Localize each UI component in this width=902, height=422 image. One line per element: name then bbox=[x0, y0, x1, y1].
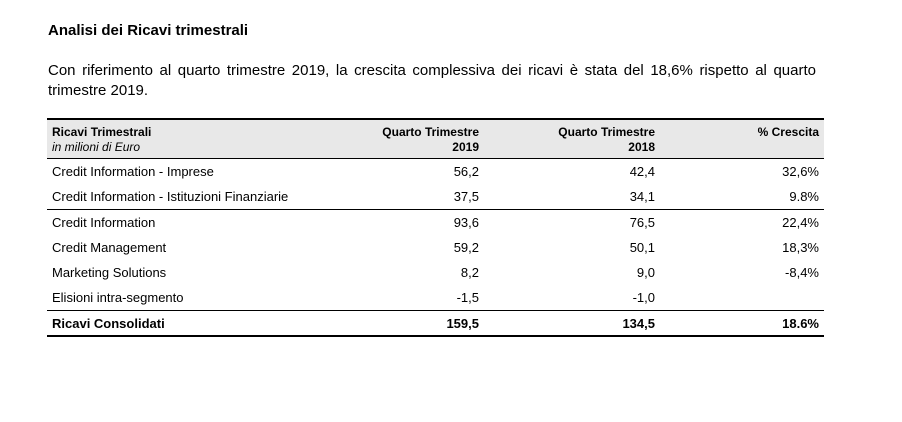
table-row bbox=[47, 235, 824, 260]
total-row bbox=[47, 311, 824, 337]
row-q4-2019: 8,2 bbox=[460, 265, 479, 280]
row-q4-2019: 56,2 bbox=[453, 164, 479, 179]
header-growth: % Crescita bbox=[757, 125, 819, 139]
table-row bbox=[47, 285, 824, 311]
table-row bbox=[47, 159, 824, 185]
header-q4-2019 bbox=[337, 119, 484, 159]
header-q4-2018-line1: Quarto Trimestre bbox=[558, 125, 655, 139]
row-q4-2019: 37,5 bbox=[453, 189, 479, 204]
row-label: Marketing Solutions bbox=[52, 265, 167, 280]
row-label: Credit Information bbox=[47, 210, 337, 236]
total-growth: 18.6% bbox=[660, 311, 824, 337]
table-row bbox=[47, 260, 824, 285]
row-growth: 9.8% bbox=[789, 189, 819, 204]
intro-paragraph: Con riferimento al quarto trimestre 2019, la crescita complessiva dei ricavi è stata del 18,6% rispetto al quarto trimestre 2019. bbox=[48, 62, 816, 99]
header-label-cell bbox=[47, 119, 337, 159]
header-label: Ricavi Trimestrali bbox=[52, 125, 152, 139]
header-q4-2019-line2: 2019 bbox=[452, 140, 479, 154]
row-q4-2019: 59,2 bbox=[453, 240, 479, 255]
row-q4-2019: 93,6 bbox=[337, 210, 484, 236]
row-growth: 32,6% bbox=[782, 164, 819, 179]
row-label: Credit Management bbox=[52, 240, 167, 255]
table-header-row bbox=[47, 119, 824, 159]
row-q4-2018: 50,1 bbox=[629, 240, 655, 255]
row-growth: -8,4% bbox=[785, 265, 819, 280]
header-q4-2019-line1: Quarto Trimestre bbox=[382, 125, 479, 139]
row-label: Credit Information - Imprese bbox=[52, 164, 214, 179]
section-title: Analisi dei Ricavi trimestrali bbox=[48, 22, 249, 39]
header-q4-2018-line2: 2018 bbox=[628, 140, 655, 154]
total-label: Ricavi Consolidati bbox=[47, 311, 337, 337]
table-row bbox=[47, 184, 824, 210]
row-growth: 22,4% bbox=[660, 210, 824, 236]
row-q4-2019: -1,5 bbox=[456, 290, 479, 305]
row-q4-2018: 9,0 bbox=[636, 265, 655, 280]
header-q4-2018 bbox=[484, 119, 660, 159]
total-q4-2018: 134,5 bbox=[484, 311, 660, 337]
row-q4-2018: 34,1 bbox=[629, 189, 655, 204]
row-q4-2018: 76,5 bbox=[484, 210, 660, 236]
row-growth bbox=[660, 285, 824, 311]
row-label: Elisioni intra-segmento bbox=[52, 290, 184, 305]
row-label: Credit Information - Istituzioni Finanziarie bbox=[52, 189, 289, 204]
header-unit: in milioni di Euro bbox=[52, 140, 141, 154]
row-q4-2018: 42,4 bbox=[629, 164, 655, 179]
revenue-table bbox=[47, 118, 824, 337]
table-row bbox=[47, 210, 824, 236]
total-q4-2019: 159,5 bbox=[337, 311, 484, 337]
row-growth: 18,3% bbox=[782, 240, 819, 255]
row-q4-2018: -1,0 bbox=[632, 290, 655, 305]
